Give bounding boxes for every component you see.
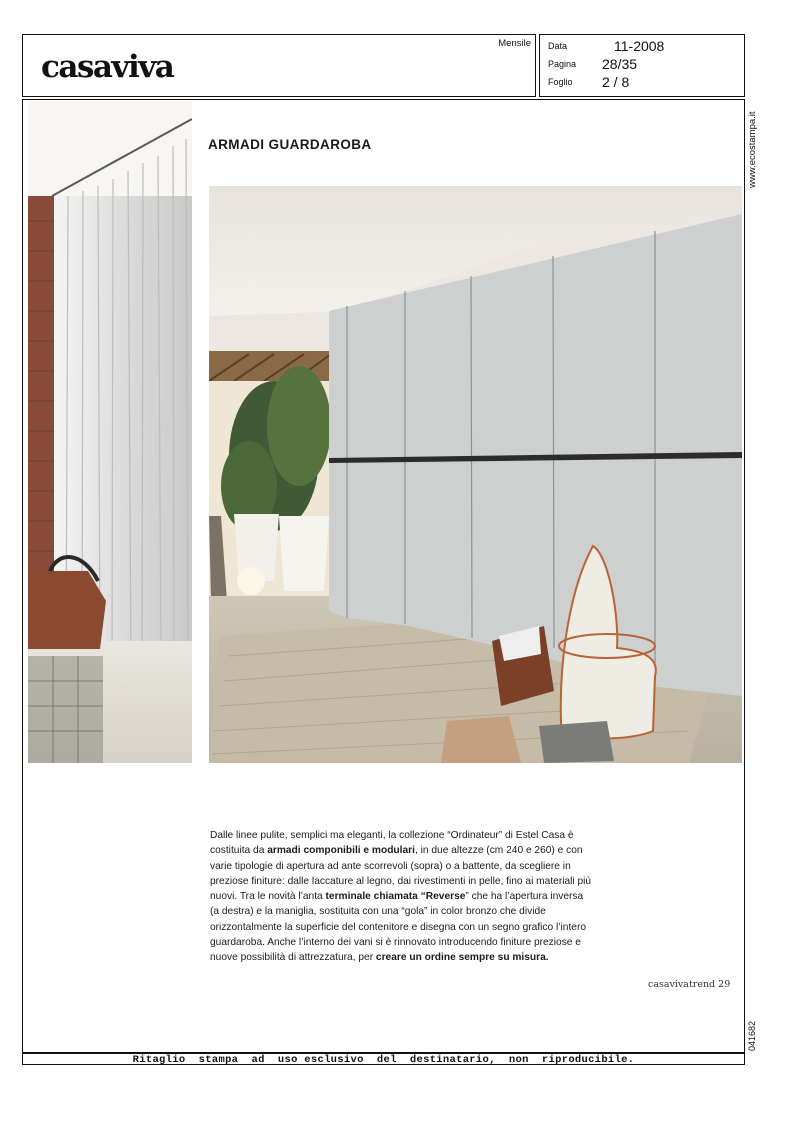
body-segment: Dalle linee pulite, semplici ma eleganti, la collezione “Ordinateur” di Estel Casa è costituita da — [210, 830, 574, 857]
meta-value: 11-2008 — [614, 38, 665, 54]
footer-notice: Ritaglio stampa ad uso esclusivo del destinatario, non riproducibile. — [132, 1054, 635, 1066]
meta-row-foglio — [548, 74, 630, 90]
header-masthead-box — [22, 34, 536, 97]
meta-row-data — [548, 38, 665, 54]
meta-value: 2 / 8 — [602, 74, 630, 90]
photo-wardrobe — [209, 186, 742, 763]
side-url-text: www.ecostampa.it — [747, 111, 758, 188]
photo-curtains — [28, 101, 192, 763]
publication-logo: casaviva — [41, 49, 174, 85]
wardrobe-illustration — [209, 186, 742, 763]
section-title: ARMADI GUARDAROBA — [208, 137, 372, 152]
body-segment: , in due altezze (cm 240 e 260) e con varie tipologie di apertura ad ante scorrevoli (sopra) o a battente, da scegliere in preziose finiture: dalle laccature al legno, dai rivestimenti in pelle, fino ai materiali più nuovi. Tra le novità l’anta — [210, 845, 592, 903]
body-segment-bold: creare un ordine sempre su misura. — [375, 952, 549, 964]
meta-label: Foglio — [548, 77, 573, 87]
curtain-illustration — [28, 101, 192, 763]
article-body — [210, 828, 595, 966]
meta-value: 28/35 — [602, 56, 638, 72]
meta-row-pagina — [548, 56, 638, 72]
body-segment-bold: armadi componibili e modulari — [267, 845, 415, 857]
side-code-text: 041682 — [747, 1020, 757, 1051]
frequency-label: Mensile — [498, 38, 531, 49]
body-segment-bold: terminale chiamata “Reverse — [325, 891, 466, 903]
meta-label: Pagina — [548, 59, 577, 69]
header-meta-box — [539, 34, 745, 97]
page-reference: casavivatrend 29 — [648, 979, 731, 990]
body-segment: ” che ha l’apertura inversa (a destra) e la maniglia, sostituita con una “gola” in color bronzo che divide orizzontalmente la superficie del contenitore e disegna con un segno grafico l’intero guardaroba. Anche l’interno dei vani si è rinnovato introducendo finiture preziose e nuove possibilità di attrezzatura, per — [210, 891, 587, 964]
meta-label: Data — [548, 41, 568, 51]
